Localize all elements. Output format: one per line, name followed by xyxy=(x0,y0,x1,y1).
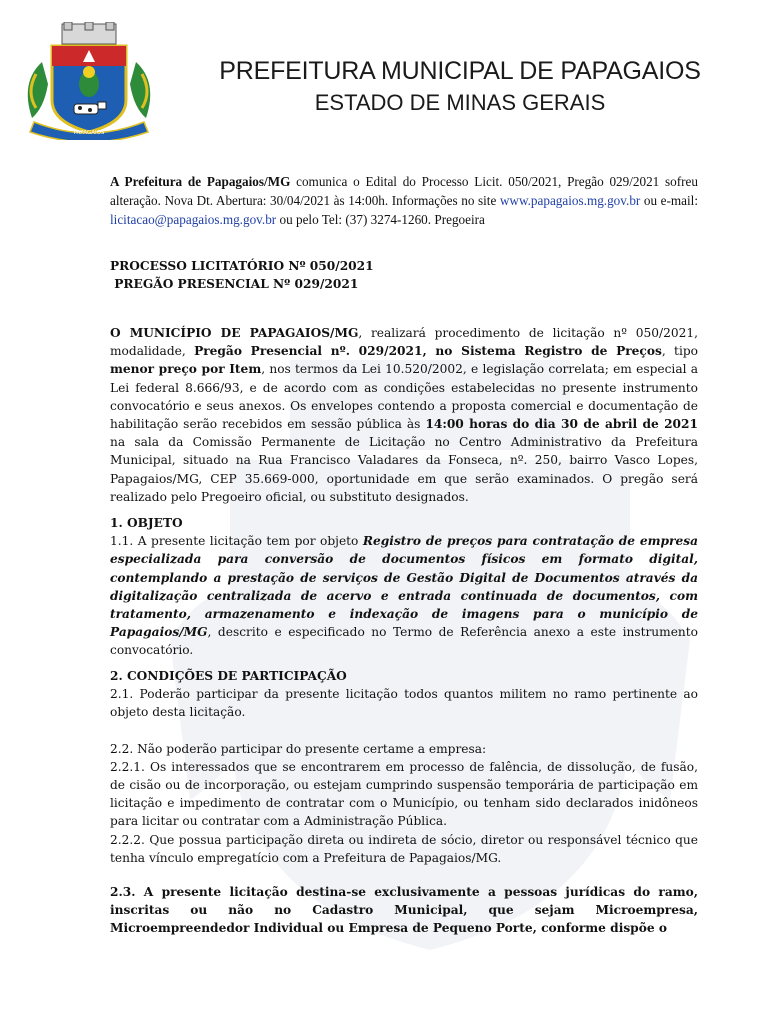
municipal-coat-of-arms xyxy=(14,22,164,140)
pregao-number: PREGÃO PRESENCIAL Nº 029/2021 xyxy=(110,277,359,291)
page-title: PREFEITURA MUNICIPAL DE PAPAGAIOS xyxy=(219,57,701,85)
objeto-bold-italic: Registro de preços para contratação de empresa especializada para conversão de documentos físicos em formato digital, contemplando a prestação de serviços de Gestão Digital de Documentos através da digitalização centralizada de acervo e entrada continuada de documentos, com tratamento, armazenamento e indexação de imagens para o município de Papagaios/MG xyxy=(110,534,698,640)
ribbon-text: PAPAGAIOS xyxy=(73,130,105,136)
site-link[interactable]: www.papagaios.mg.gov.br xyxy=(499,193,641,208)
preamble-paragraph xyxy=(110,324,698,506)
preamble-text-2: , tipo xyxy=(661,344,698,359)
objeto-text-2: , descrito e especificado no Termo de Referência anexo a este instrumento convocatório. xyxy=(110,625,698,658)
intro-text-2: ou e-mail: xyxy=(640,193,699,208)
intro-notice xyxy=(110,172,698,229)
preamble-bold-1: O MUNICÍPIO DE PAPAGAIOS/MG xyxy=(110,326,359,340)
intro-text-3: ou pelo Tel: (37) 3274-1260. Pregoeira xyxy=(276,212,485,227)
section-condicoes xyxy=(110,667,698,938)
preamble-bold-3: menor preço por Item xyxy=(110,362,262,377)
condicoes-2-3: 2.3. A presente licitação destina-se exclusivamente a pessoas jurídicas do ramo, inscritas ou não no Cadastro Municipal, que sejam Microempresa, Microempreendedor Individual ou Empresa de Pequeno Porte, conforme dispõe o xyxy=(110,885,698,936)
section-title-objeto: 1. OBJETO xyxy=(110,516,183,530)
preamble-text-1: , realizará procedimento de licitação nº 050/2021, modalidade, xyxy=(110,326,698,359)
condicoes-2-2-2: 2.2.2. Que possua participação direta ou indireta de sócio, diretor ou responsável técnico que tenha vínculo empregatício com a Prefeitura de Papagaios/MG. xyxy=(110,832,698,865)
condicoes-2-1: 2.1. Poderão participar da presente licitação todos quantos militem no ramo pertinente ao objeto desta licitação. xyxy=(110,687,698,720)
process-heading xyxy=(110,257,698,293)
email-link[interactable]: licitacao@papagaios.mg.gov.br xyxy=(110,212,277,227)
section-title-condicoes: 2. CONDIÇÕES DE PARTICIPAÇÃO xyxy=(110,669,347,683)
intro-org: A Prefeitura de Papagaios/MG xyxy=(110,174,291,189)
objeto-text-1: 1.1. A presente licitação tem por objeto xyxy=(110,534,363,549)
preamble-text-3: , nos termos da Lei 10.520/2002, e legislação correlata; em especial a Lei federal 8.666/93, e de acordo com as condições estabelecidas no presente instrumento convocatório e seus anexos. Os envelopes contendo a proposta comercial e documentação de habilitação serão recebidos em sessão pública às xyxy=(110,362,698,432)
page-subtitle: ESTADO DE MINAS GERAIS xyxy=(314,90,606,115)
condicoes-2-2-1: 2.2.1. Os interessados que se encontrarem em processo de falência, de dissolução, de fusão, de cisão ou de incorporação, ou estejam cumprindo suspensão temporária de participação em licitação e impedimento de contratar com o Município, ou tenham sido declarados inidôneos para licitar ou contratar com a Administração Pública. xyxy=(110,759,698,829)
section-objeto xyxy=(110,514,698,660)
preamble-bold-4: 14:00 horas do dia 30 de abril de 2021 xyxy=(425,417,698,432)
objeto-paragraph xyxy=(110,532,698,659)
condicoes-2-2: 2.2. Não poderão participar do presente certame a empresa: xyxy=(110,741,487,756)
intro-text-1: comunica o Edital do Processo Licit. 050/2021, Pregão 029/2021 sofreu alteração. Nova Dt. Abertura: 30/04/2021 às 14:00h. Informações no site xyxy=(110,174,698,208)
process-number: PROCESSO LICITATÓRIO Nº 050/2021 xyxy=(110,259,374,273)
preamble-bold-2: Pregão Presencial nº. 029/2021, no Sistema Registro de Preços xyxy=(194,344,662,359)
preamble-text-4: na sala da Comissão Permanente de Licitação no Centro Administrativo da Prefeitura Municipal, situado na Rua Francisco Valadares da Fonseca, nº. 250, bairro Vasco Lopes, Papagaios/MG, CEP 35.669-000, oportunidade em que serão examinados. O pregão será realizado pelo Pregoeiro oficial, ou substituto designados. xyxy=(110,435,698,504)
